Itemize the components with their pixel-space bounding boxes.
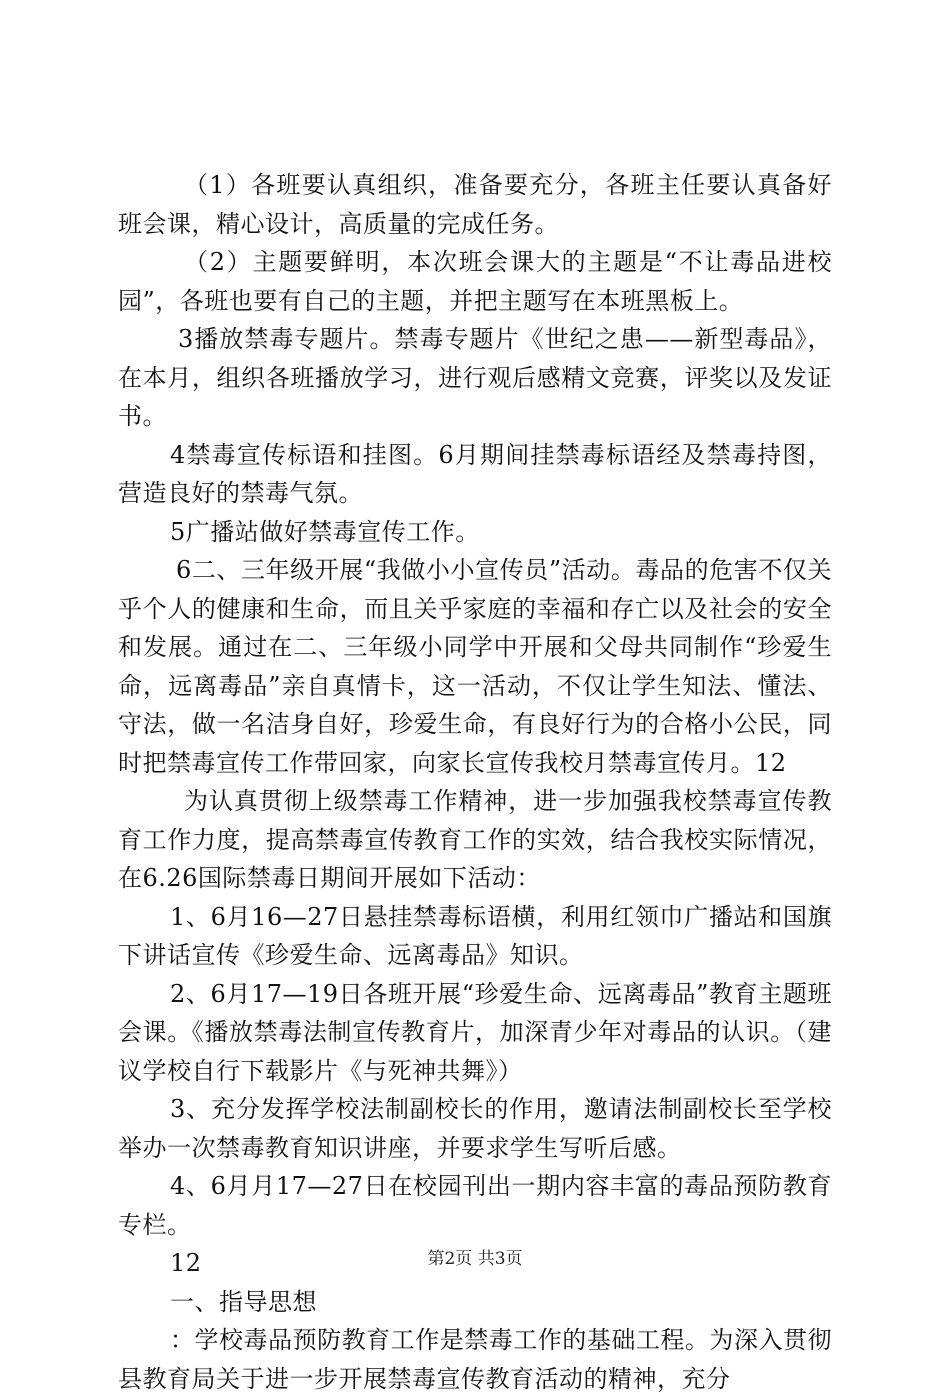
paragraph: 为认真贯彻上级禁毒工作精神，进一步加强我校禁毒宣传教育工作力度，提高禁毒宣传教育工作的实效，结合我校实际情况，在6.26国际禁毒日期间开展如下活动： [118, 787, 832, 892]
paragraph: 12 [170, 1249, 202, 1277]
paragraph: 5广播站做好禁毒宣传工作。 [170, 517, 480, 546]
section-heading: 一、指导思想 [170, 1287, 317, 1316]
paragraph: 4禁毒宣传标语和挂图。6月期间挂禁毒标语经及禁毒持图，营造良好的禁毒气氛。 [118, 440, 832, 507]
paragraph: 3、充分发挥学校法制副校长的作用，邀请法制副校长至学校举办一次禁毒教育知识讲座，并要求学生写听后感。 [118, 1095, 832, 1162]
page-footer: 第2页 共3页 [427, 1249, 523, 1269]
paragraph: （2）主题要鲜明，本次班会课大的主题是“不让毒品进校园”，各班也要有自己的主题，并把主题写在本班黑板上。 [118, 248, 832, 315]
paragraph: 2、6月17—19日各班开展“珍爱生命、远离毒品”教育主题班会课。《播放禁毒法制宣传教育片，加深青少年对毒品的认识。（建议学校自行下载影片《与死神共舞》） [118, 979, 832, 1085]
paragraph: （1）各班要认真组织，准备要充分，各班主任要认真备好班会课，精心设计，高质量的完成任务。 [118, 171, 832, 238]
paragraph: ：学校毒品预防教育工作是禁毒工作的基础工程。为深入贯彻县教育局关于进一步开展禁毒宣传教育活动的精神，充分 [118, 1326, 832, 1393]
paragraph: 1、6月16—27日悬挂禁毒标语横，利用红领巾广播站和国旗下讲话宣传《珍爱生命、远离毒品》知识。 [118, 902, 832, 969]
document-body [118, 166, 832, 1398]
paragraph: 4、6月月17—27日在校园刊出一期内容丰富的毒品预防教育专栏。 [118, 1172, 832, 1239]
paragraph: 3播放禁毒专题片。禁毒专题片《世纪之患——新型毒品》，在本月，组织各班播放学习，进行观后感精文竞赛，评奖以及发证书。 [118, 325, 832, 430]
paragraph: 6二、三年级开展“我做小小宣传员”活动。毒品的危害不仅关乎个人的健康和生命，而且关乎家庭的幸福和存亡以及社会的安全和发展。通过在二、三年级小同学中开展和父母共同制作“珍爱生命，远离毒品”亲自真情卡，这一活动，不仅让学生知法、懂法、守法，做一名洁身自好，珍爱生命，有良好行为的合格小公民，同时把禁毒宣传工作带回家，向家长宣传我校月禁毒宣传月。12 [118, 556, 832, 777]
